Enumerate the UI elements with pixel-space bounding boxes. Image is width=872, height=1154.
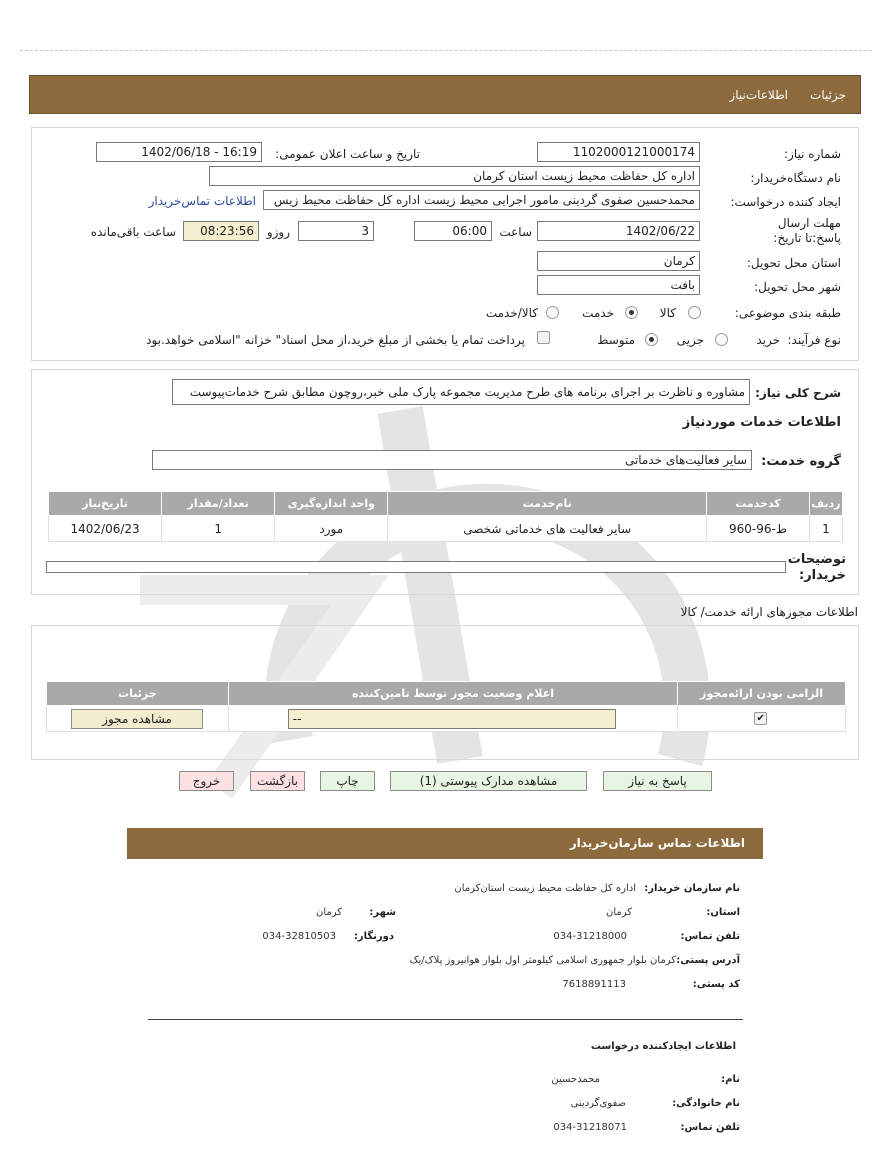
contact-address-label: آدرس پستی: xyxy=(676,955,740,966)
contact-postal-label: کد پستی: xyxy=(692,979,740,990)
attachments-button[interactable]: مشاهده مدارک پیوستی (1) xyxy=(390,771,587,791)
contact-city-value: کرمان xyxy=(315,907,342,918)
col-date: تاریخ‌نیاز xyxy=(49,492,162,516)
top-divider xyxy=(20,50,872,51)
service-table-header xyxy=(49,492,843,516)
process-medium-label: متوسط xyxy=(597,333,635,347)
contact-header: اطلاعات تماس سازمان‌خریدار xyxy=(127,828,763,859)
days-label: روزو xyxy=(266,225,290,239)
back-button[interactable]: بازگشت xyxy=(250,771,305,791)
city-label: شهر محل تحویل: xyxy=(754,280,841,294)
contact-phone-value: 034-31218000 xyxy=(553,931,627,942)
creator-field: محمدحسین صفوی گردینی مامور اجرایی محیط زیست اداره کل حفاظت محیط زیس xyxy=(263,190,700,210)
cell-code: ط-96-960 xyxy=(707,516,810,542)
group-label: گروه خدمت: xyxy=(761,454,841,469)
process-buy-label: خرید xyxy=(756,333,780,347)
process-minor-label: جزیی xyxy=(676,333,704,347)
contact-fax-label: دورنگار: xyxy=(353,931,394,942)
summary-field: مشاوره و ناظرت بر اجرای برنامه های طرح مدیریت مجموعه پارک ملی خبر،روچون مطابق شرح خدمات‌پیوست xyxy=(172,379,750,405)
cell-unit: مورد xyxy=(275,516,388,542)
days-field: 3 xyxy=(298,221,374,241)
col-code: کدخدمت xyxy=(707,492,810,516)
details-tab[interactable]: جزئیات xyxy=(810,88,846,102)
contact-address-value: کرمان بلوار جمهوری اسلامی کیلومتر اول بلوار هوانیروز پلاک/یک xyxy=(409,955,676,966)
cell-date: 1402/06/23 xyxy=(49,516,162,542)
cell-row: 1 xyxy=(809,516,842,542)
col-qty: تعداد/مقدار xyxy=(162,492,275,516)
remaining-time-field: 08:23:56 xyxy=(183,221,259,241)
contact-fax-value: 034-32810503 xyxy=(262,931,336,942)
contact-org-value: اداره کل حفاظت محیط زیست استان‌کرمان xyxy=(454,883,636,894)
contact-city-label: شهر: xyxy=(369,907,396,918)
cell-name: سایر فعالیت های خدماتی شخصی xyxy=(388,516,707,542)
buyer-label: نام دستگاه‌خریدار: xyxy=(750,171,841,185)
contact-province-value: کرمان xyxy=(605,907,632,918)
creator-family-label: نام خانوادگی: xyxy=(672,1098,740,1109)
permits-title: اطلاعات مجوزهای ارائه خدمت/ کالا xyxy=(680,605,858,619)
contact-province-label: استان: xyxy=(706,907,740,918)
permits-table xyxy=(46,681,846,732)
permit-required-checkbox: ✔ xyxy=(754,712,767,725)
cell-qty: 1 xyxy=(162,516,275,542)
creator-name-label: نام: xyxy=(721,1074,740,1085)
category-service-radio[interactable] xyxy=(625,306,638,319)
category-label: طبقه بندی موضوعی: xyxy=(734,306,841,320)
creator-name-value: محمدحسین xyxy=(551,1074,600,1085)
deadline-time-label: ساعت xyxy=(499,225,532,239)
summary-label: شرح کلی نیاز: xyxy=(755,386,841,400)
need-number-label: شماره نیاز: xyxy=(784,147,841,161)
exit-button[interactable]: خروج xyxy=(179,771,234,791)
province-label: استان محل تحویل: xyxy=(746,256,841,270)
category-goods-radio[interactable] xyxy=(688,306,701,319)
creator-phone-value: 034-31218071 xyxy=(553,1122,627,1133)
permit-status-field[interactable]: -- xyxy=(288,709,616,729)
table-row xyxy=(49,516,843,542)
need-details-header xyxy=(29,75,861,114)
deadline-date-field: 1402/06/22 xyxy=(537,221,700,241)
deadline-time-field: 06:00 xyxy=(414,221,492,241)
category-goods-label: کالا xyxy=(659,306,676,320)
col-name: نام‌خدمت xyxy=(388,492,707,516)
services-title: اطلاعات خدمات موردنیاز xyxy=(682,415,841,430)
print-button[interactable]: چاپ xyxy=(320,771,375,791)
buyer-field: اداره کل حفاظت محیط زیست استان کرمان xyxy=(209,166,700,186)
announce-field: 1402/06/18 - 16:19 xyxy=(96,142,262,162)
creator-title: اطلاعات ایجادکننده درخواست xyxy=(590,1041,736,1052)
col-permit-required: الزامی بودن ارائه‌مجوز xyxy=(678,682,846,706)
cell-permit-required xyxy=(678,706,846,732)
buyer-contact-link[interactable]: اطلاعات تماس‌خریدار xyxy=(148,194,256,208)
treasury-payment-note: پرداخت تمام یا بخشی از مبلغ خرید،از محل اسناد" خزانه "اسلامی خواهد.بود xyxy=(146,333,525,347)
creator-family-value: صفوی‌گردینی xyxy=(570,1098,626,1109)
contact-divider xyxy=(148,1019,743,1020)
need-number-field: 1102000121000174 xyxy=(537,142,700,162)
treasury-payment-checkbox[interactable] xyxy=(537,331,550,344)
col-row: ردیف xyxy=(809,492,842,516)
view-permit-button[interactable]: مشاهده مجوز xyxy=(71,709,203,729)
reply-button[interactable]: پاسخ به نیاز xyxy=(603,771,712,791)
cell-permit-status xyxy=(228,706,677,732)
contact-postal-value: 7618891113 xyxy=(562,979,626,990)
cell-permit-details xyxy=(47,706,229,732)
col-permit-status: اعلام وضعیت مجوز توسط تامین‌کننده xyxy=(228,682,677,706)
col-unit: واحد اندازه‌گیری xyxy=(275,492,388,516)
contact-org-label: نام سازمان خریدار: xyxy=(644,883,740,894)
table-row xyxy=(47,706,846,732)
creator-phone-label: تلفن تماس: xyxy=(680,1122,740,1133)
col-permit-details: جزئیات xyxy=(47,682,229,706)
service-table xyxy=(48,491,843,542)
need-form-panel xyxy=(31,127,859,361)
need-info-tab[interactable]: اطلاعات‌نیاز xyxy=(729,88,788,102)
remaining-label: ساعت باقی‌مانده xyxy=(90,225,176,239)
announce-label: تاریخ و ساعت اعلان عمومی: xyxy=(275,147,420,161)
creator-label: ایجاد کننده درخواست: xyxy=(730,195,841,209)
buyer-notes-label: توضیحات خریدار: xyxy=(787,552,846,583)
contact-phone-label: تلفن تماس: xyxy=(680,931,740,942)
province-field: کرمان xyxy=(537,251,700,271)
process-minor-radio[interactable] xyxy=(715,333,728,346)
category-goods-service-label: کالا/خدمت xyxy=(485,306,538,320)
group-field: سایر فعالیت‌های خدماتی xyxy=(152,450,752,470)
process-medium-radio[interactable] xyxy=(645,333,658,346)
city-field: بافت xyxy=(537,275,700,295)
category-goods-service-radio[interactable] xyxy=(546,306,559,319)
buyer-notes-field xyxy=(46,561,786,573)
permits-table-header xyxy=(47,682,846,706)
process-label: نوع فرآیند: xyxy=(787,333,841,347)
category-service-label: خدمت xyxy=(582,306,614,320)
deadline-label: مهلت ارسال پاسخ:تا تاریخ: xyxy=(773,216,841,245)
